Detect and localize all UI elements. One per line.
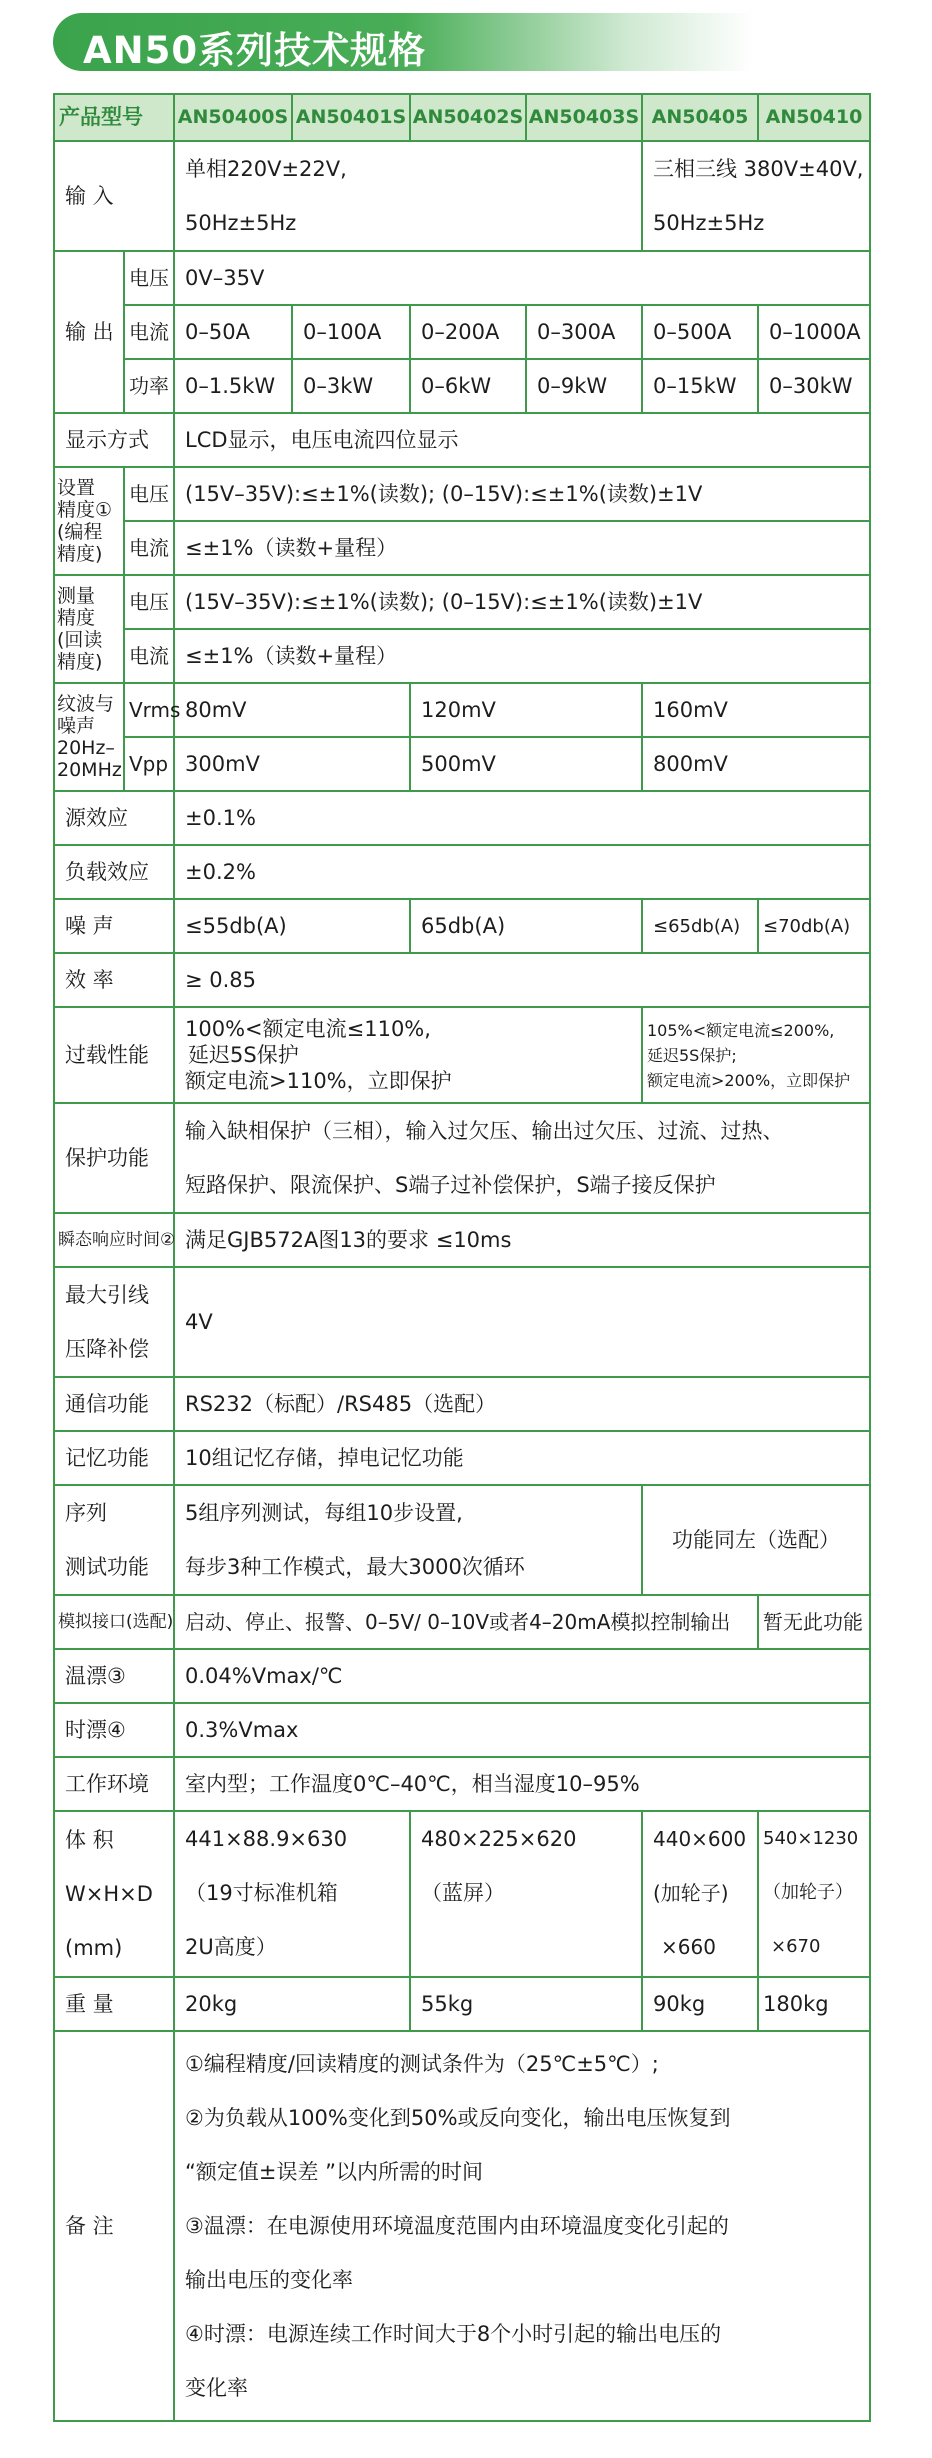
power-6: 0–30kW xyxy=(758,359,870,413)
current-1: 0–50A xyxy=(174,305,292,359)
header-row xyxy=(54,94,870,141)
volume-3-line-1: 440×600 xyxy=(653,1827,747,1851)
temp-drift-label: 温漂③ xyxy=(54,1649,174,1703)
volume-3 xyxy=(642,1811,758,1977)
sequence-value xyxy=(174,1485,642,1595)
weight-4: 180kg xyxy=(758,1977,870,2031)
weight-2: 55kg xyxy=(410,1977,642,2031)
volume-4-line-3: ×670 xyxy=(771,1936,821,1957)
ripple-vpp-row xyxy=(54,737,870,791)
noise-4: ≤70db(A) xyxy=(758,899,870,953)
note-line-7: 变化率 xyxy=(185,2376,248,2400)
input-left-line2: 50Hz±5Hz xyxy=(185,211,297,235)
input-row xyxy=(54,141,870,251)
current-3: 0–200A xyxy=(410,305,526,359)
set-precision-v-label: 电压 xyxy=(124,467,174,521)
overload-right-2: 延迟5S保护; xyxy=(647,1045,737,1065)
ripple-vpp-label: Vpp xyxy=(124,737,174,791)
sequence-right: 功能同左（选配） xyxy=(642,1485,870,1595)
sequence-row xyxy=(54,1485,870,1595)
analog-right: 暂无此功能 xyxy=(758,1595,870,1649)
load-eff-label: 负载效应 xyxy=(54,845,174,899)
header-label: 产品型号 xyxy=(54,94,174,141)
noise-row xyxy=(54,899,870,953)
transient-value: 满足GJB572A图13的要求 ≤10ms xyxy=(174,1213,870,1267)
protection-line-2: 短路保护、限流保护、S端子过补偿保护，S端子接反保护 xyxy=(185,1173,716,1197)
volume-label-2: W×H×D xyxy=(65,1882,153,1906)
current-4: 0–300A xyxy=(526,305,642,359)
efficiency-row xyxy=(54,953,870,1007)
overload-row xyxy=(54,1007,870,1103)
source-eff-value: ±0.1% xyxy=(174,791,870,845)
note-line-2: ②为负载从100%变化到50%或反向变化，输出电压恢复到 xyxy=(185,2106,731,2130)
load-eff-row xyxy=(54,845,870,899)
title-banner xyxy=(53,13,753,71)
volume-1 xyxy=(174,1811,410,1977)
vrms-2: 120mV xyxy=(410,683,642,737)
page-title: AN50系列技术规格 xyxy=(83,29,427,72)
sequence-line-2: 每步3种工作模式，最大3000次循环 xyxy=(185,1555,525,1579)
protection-value xyxy=(174,1103,870,1213)
model-3: AN50402S xyxy=(410,94,526,141)
notes-row xyxy=(54,2031,870,2421)
power-1: 0–1.5kW xyxy=(174,359,292,413)
volume-2 xyxy=(410,1811,642,1977)
overload-left-1: 100%<额定电流≤110%, xyxy=(185,1017,431,1041)
memory-value: 10组记忆存储，掉电记忆功能 xyxy=(174,1431,870,1485)
max-lead-label-2: 压降补偿 xyxy=(65,1337,149,1361)
source-eff-row xyxy=(54,791,870,845)
time-drift-label: 时漂④ xyxy=(54,1703,174,1757)
volume-1-line-3: 2U高度） xyxy=(185,1935,277,1959)
comm-row xyxy=(54,1377,870,1431)
volume-label-1: 体 积 xyxy=(65,1828,114,1852)
set-precision-label-2: 精度① xyxy=(57,499,113,521)
environment-label: 工作环境 xyxy=(54,1757,174,1811)
notes-value xyxy=(174,2031,870,2421)
model-1: AN50400S xyxy=(174,94,292,141)
volume-2-line-1: 480×225×620 xyxy=(421,1827,577,1851)
set-precision-i: ≤±1%（读数+量程） xyxy=(174,521,870,575)
power-2: 0–3kW xyxy=(292,359,410,413)
meas-precision-label xyxy=(54,575,124,683)
noise-1: ≤55db(A) xyxy=(174,899,410,953)
meas-precision-label-2: 精度 xyxy=(57,607,96,629)
model-4: AN50403S xyxy=(526,94,642,141)
transient-label: 瞬态响应时间② xyxy=(54,1213,174,1267)
volume-2-line-2: （蓝屏） xyxy=(421,1881,505,1905)
ripple-vrms-row xyxy=(54,683,870,737)
volume-4-line-1: 540×1230 xyxy=(763,1828,859,1849)
set-precision-label-1: 设置 xyxy=(57,477,96,499)
ripple-label-3: 20Hz– xyxy=(57,737,115,759)
weight-1: 20kg xyxy=(174,1977,410,2031)
volume-label xyxy=(54,1811,174,1977)
note-line-4: ③温漂：在电源使用环境温度范围内由环境温度变化引起的 xyxy=(185,2214,729,2238)
vrms-3: 160mV xyxy=(642,683,870,737)
vpp-1: 300mV xyxy=(174,737,410,791)
noise-label: 噪 声 xyxy=(54,899,174,953)
environment-value: 室内型；工作温度0℃–40℃，相当湿度10–95% xyxy=(174,1757,870,1811)
protection-label: 保护功能 xyxy=(54,1103,174,1213)
weight-3: 90kg xyxy=(642,1977,758,2031)
source-eff-label: 源效应 xyxy=(54,791,174,845)
sequence-label-1: 序列 xyxy=(65,1501,107,1525)
overload-right xyxy=(642,1007,870,1103)
protection-line-1: 输入缺相保护（三相），输入过欠压、输出过欠压、过流、过热、 xyxy=(185,1119,784,1143)
memory-row xyxy=(54,1431,870,1485)
meas-precision-i-row xyxy=(54,629,870,683)
max-lead-label xyxy=(54,1267,174,1377)
efficiency-label: 效 率 xyxy=(54,953,174,1007)
meas-precision-label-4: 精度) xyxy=(57,651,103,673)
overload-label: 过载性能 xyxy=(54,1007,174,1103)
transient-row xyxy=(54,1213,870,1267)
set-precision-i-row xyxy=(54,521,870,575)
volume-row xyxy=(54,1811,870,1977)
note-line-5: 输出电压的变化率 xyxy=(185,2268,353,2292)
spec-table xyxy=(53,93,871,2422)
overload-left xyxy=(174,1007,642,1103)
set-precision-v: (15V–35V):≤±1%(读数); (0–15V):≤±1%(读数)±1V xyxy=(174,467,870,521)
sequence-label xyxy=(54,1485,174,1595)
volume-1-line-1: 441×88.9×630 xyxy=(185,1827,348,1851)
note-line-1: ①编程精度/回读精度的测试条件为（25℃±5℃）; xyxy=(185,2052,659,2076)
model-6: AN50410 xyxy=(758,94,870,141)
power-4: 0–9kW xyxy=(526,359,642,413)
input-three-phase xyxy=(642,141,870,251)
time-drift-value: 0.3%Vmax xyxy=(174,1703,870,1757)
output-voltage-label: 电压 xyxy=(124,251,174,305)
output-voltage: 0V–35V xyxy=(174,251,870,305)
comm-label: 通信功能 xyxy=(54,1377,174,1431)
output-power-label: 功率 xyxy=(124,359,174,413)
ripple-vrms-label: Vrms xyxy=(124,683,174,737)
vpp-3: 800mV xyxy=(642,737,870,791)
set-precision-i-label: 电流 xyxy=(124,521,174,575)
max-lead-label-1: 最大引线 xyxy=(65,1283,149,1307)
analog-row xyxy=(54,1595,870,1649)
input-label: 输 入 xyxy=(54,141,174,251)
overload-right-3: 额定电流>200%，立即保护 xyxy=(647,1070,851,1090)
set-precision-label-3: (编程 xyxy=(57,521,103,543)
weight-label: 重 量 xyxy=(54,1977,174,2031)
meas-precision-i-label: 电流 xyxy=(124,629,174,683)
noise-2: 65db(A) xyxy=(410,899,642,953)
volume-4 xyxy=(758,1811,870,1977)
memory-label: 记忆功能 xyxy=(54,1431,174,1485)
note-line-6: ④时漂：电源连续工作时间大于8个小时引起的输出电压的 xyxy=(185,2322,722,2346)
meas-precision-v: (15V–35V):≤±1%(读数); (0–15V):≤±1%(读数)±1V xyxy=(174,575,870,629)
model-5: AN50405 xyxy=(642,94,758,141)
output-current-label: 电流 xyxy=(124,305,174,359)
power-3: 0–6kW xyxy=(410,359,526,413)
analog-value: 启动、停止、报警、0–5V/ 0–10V或者4–20mA模拟控制输出 xyxy=(174,1595,758,1649)
output-power-row xyxy=(54,359,870,413)
sequence-line-1: 5组序列测试，每组10步设置, xyxy=(185,1501,463,1525)
input-right-line1: 三相三线 380V±40V, xyxy=(653,157,864,181)
volume-1-line-2: （19寸标准机箱 xyxy=(185,1881,338,1905)
volume-3-line-3: ×660 xyxy=(661,1935,716,1959)
max-lead-value: 4V xyxy=(174,1267,870,1377)
protection-row xyxy=(54,1103,870,1213)
comm-value: RS232（标配）/RS485（选配） xyxy=(174,1377,870,1431)
current-5: 0–500A xyxy=(642,305,758,359)
input-single-phase xyxy=(174,141,642,251)
analog-label: 模拟接口(选配) xyxy=(54,1595,174,1649)
max-lead-row xyxy=(54,1267,870,1377)
current-6: 0–1000A xyxy=(758,305,870,359)
meas-precision-i: ≤±1%（读数+量程） xyxy=(174,629,870,683)
display-value: LCD显示，电压电流四位显示 xyxy=(174,413,870,467)
note-line-3: “额定值±误差 ”以内所需的时间 xyxy=(185,2160,484,2184)
current-2: 0–100A xyxy=(292,305,410,359)
temp-drift-row xyxy=(54,1649,870,1703)
output-label: 输 出 xyxy=(54,251,124,413)
overload-left-2: 延迟5S保护 xyxy=(188,1043,299,1067)
load-eff-value: ±0.2% xyxy=(174,845,870,899)
set-precision-label xyxy=(54,467,124,575)
meas-precision-label-3: (回读 xyxy=(57,629,103,651)
set-precision-v-row xyxy=(54,467,870,521)
environment-row xyxy=(54,1757,870,1811)
time-drift-row xyxy=(54,1703,870,1757)
overload-left-3: 额定电流>110%，立即保护 xyxy=(185,1069,452,1093)
vpp-2: 500mV xyxy=(410,737,642,791)
overload-right-1: 105%<额定电流≤200%, xyxy=(647,1020,835,1040)
ripple-label-2: 噪声 xyxy=(57,715,96,737)
weight-row xyxy=(54,1977,870,2031)
set-precision-label-4: 精度) xyxy=(57,543,103,565)
output-current-row xyxy=(54,305,870,359)
volume-label-3: (mm) xyxy=(65,1936,123,1960)
power-5: 0–15kW xyxy=(642,359,758,413)
display-row xyxy=(54,413,870,467)
vrms-1: 80mV xyxy=(174,683,410,737)
ripple-label xyxy=(54,683,124,791)
ripple-label-1: 纹波与 xyxy=(57,693,115,715)
input-left-line1: 单相220V±22V, xyxy=(185,157,347,181)
temp-drift-value: 0.04%Vmax/℃ xyxy=(174,1649,870,1703)
model-2: AN50401S xyxy=(292,94,410,141)
output-voltage-row xyxy=(54,251,870,305)
meas-precision-v-row xyxy=(54,575,870,629)
notes-label: 备 注 xyxy=(54,2031,174,2421)
input-right-line2: 50Hz±5Hz xyxy=(653,211,765,235)
meas-precision-label-1: 测量 xyxy=(57,585,96,607)
meas-precision-v-label: 电压 xyxy=(124,575,174,629)
ripple-label-4: 20MHz xyxy=(57,759,122,781)
efficiency-value: ≥ 0.85 xyxy=(174,953,870,1007)
volume-3-line-2: (加轮子) xyxy=(653,1881,729,1905)
sequence-label-2: 测试功能 xyxy=(65,1555,149,1579)
noise-3: ≤65db(A) xyxy=(642,899,758,953)
volume-4-line-2: （加轮子） xyxy=(763,1882,853,1903)
display-label: 显示方式 xyxy=(54,413,174,467)
